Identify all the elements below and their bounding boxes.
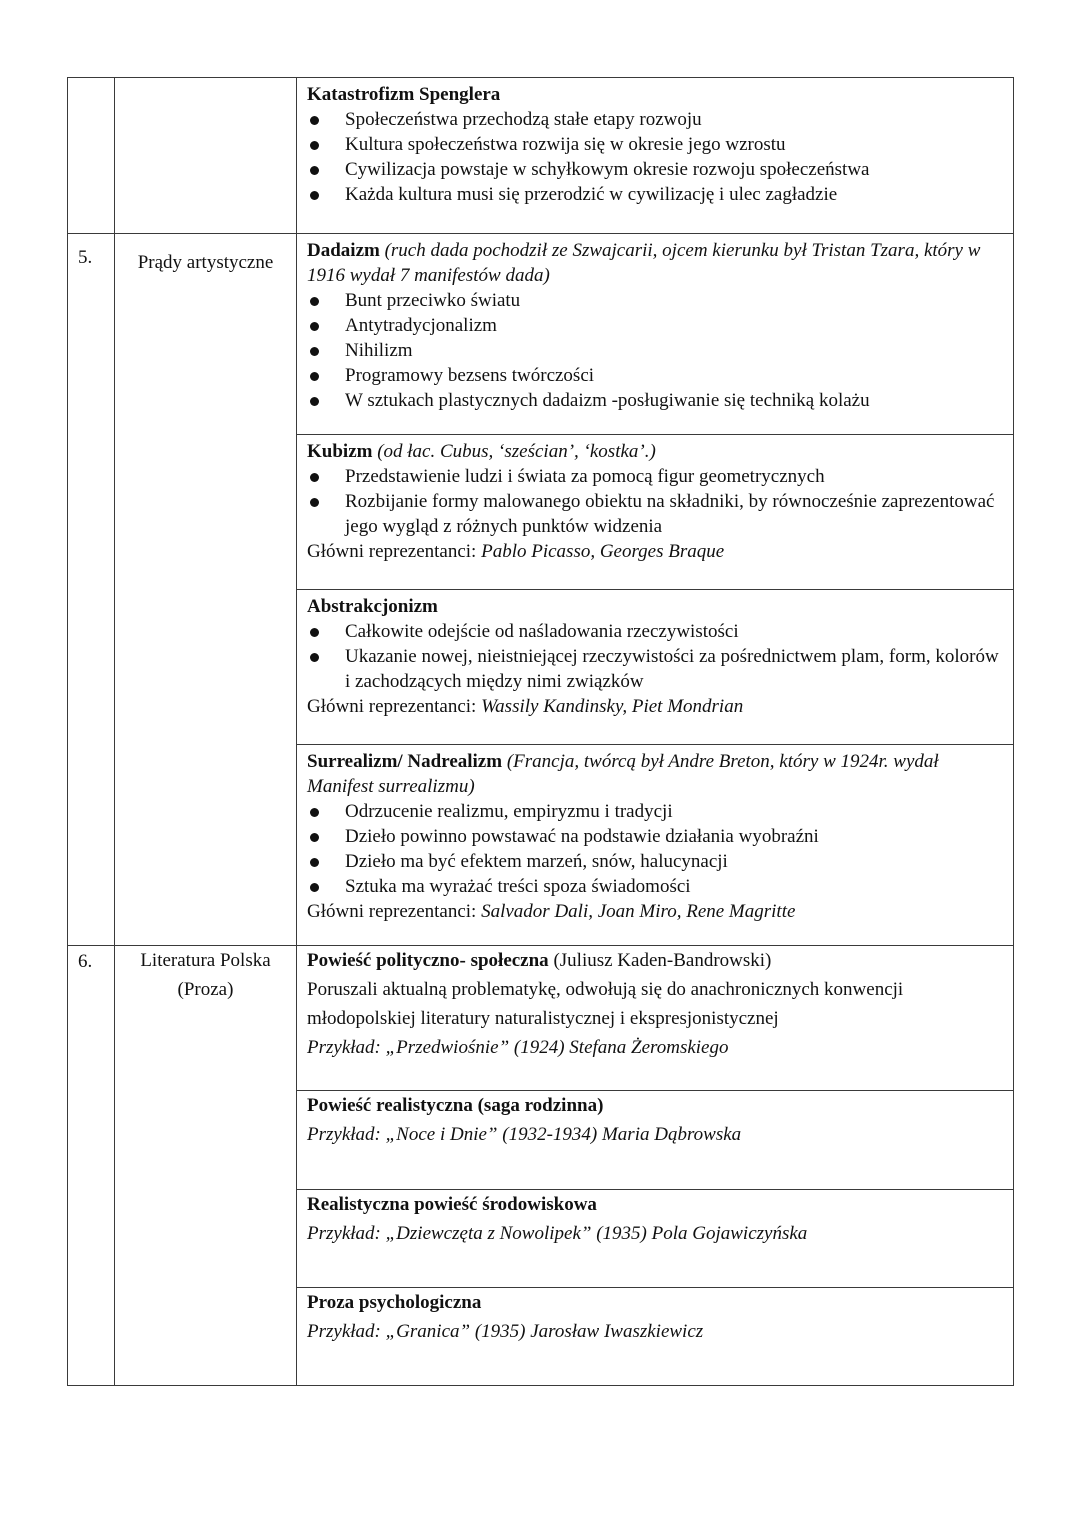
section-kubizm [297,435,1014,590]
section-note: (od łac. Cubus, ‘sześcian’, ‘kostka’.) [377,441,656,462]
section-body: Poruszali aktualną problematykę, odwołują się do anachronicznych konwencji młodopolskiej literatury naturalistycznej i ekspresjonistycznej [307,979,904,1029]
row-category-block [115,946,297,1386]
section-title-line [307,749,1003,799]
section-heading: Powieść polityczno- społeczna [307,950,549,971]
section-dadaizm [297,234,1014,435]
representatives-names: Pablo Picasso, Georges Braque [481,541,725,562]
list-item: Dzieło powinno powstawać na podstawie działania wyobraźni [307,824,1003,849]
section-note: (Francja, twórcą był Andre Breton, który w 1924r. wydał Manifest surrealizmu) [307,751,939,797]
section-title-line [307,439,1003,464]
representatives [307,694,1003,719]
section-heading: Abstrakcjonizm [307,596,438,617]
representatives-names: Wassily Kandinsky, Piet Mondrian [481,696,744,717]
list-item: W sztukach plastycznych dadaizm -posługiwanie się techniką kolażu [307,388,1003,413]
row-category [115,78,297,234]
section-example: Przykład: „Przedwiośnie” (1924) Stefana Żeromskiego [307,1037,729,1058]
section-powiesc-realistyczna [297,1091,1014,1190]
section-surrealizm [297,745,1014,946]
bullet-list [307,464,1003,539]
list-item: Sztuka ma wyrażać treści spoza świadomości [307,874,1003,899]
section-abstrakcjonizm [297,590,1014,745]
representatives-label: Główni reprezentanci: [307,696,477,717]
row-number: 5. [68,234,115,946]
list-item: Odrzucenie realizmu, empiryzmu i tradycji [307,799,1003,824]
row-category-sub: (Proza) [177,979,234,1000]
section-heading: Katastrofizm Spenglera [307,84,501,105]
bullet-list [307,288,1003,413]
row-category: Literatura Polska [140,950,271,971]
section-heading: Surrealizm/ Nadrealizm [307,751,503,772]
section-heading: Realistyczna powieść środowiskowa [307,1194,597,1215]
list-item: Każda kultura musi się przerodzić w cywilizację i ulec zagładzie [307,182,1003,207]
list-item: Ukazanie nowej, nieistniejącej rzeczywistości za pośrednictwem plam, form, kolorów i zachodzących między nimi związków [307,644,1003,694]
list-item: Całkowite odejście od naśladowania rzeczywistości [307,619,1003,644]
section-example: Przykład: „Granica” (1935) Jarosław Iwaszkiewicz [307,1321,704,1342]
bullet-list [307,107,1003,207]
section-heading: Proza psychologiczna [307,1292,482,1313]
list-item: Dzieło ma być efektem marzeń, snów, halucynacji [307,849,1003,874]
list-item: Bunt przeciwko światu [307,288,1003,313]
list-item: Rozbijanie formy malowanego obiektu na składniki, by równocześnie zaprezentować jego wygląd z różnych punktów widzenia [307,489,1003,539]
representatives-label: Główni reprezentanci: [307,541,477,562]
representatives-names: Salvador Dali, Joan Miro, Rene Magritte [481,901,796,922]
representatives-label: Główni reprezentanci: [307,901,477,922]
section-author: (Juliusz Kaden-Bandrowski) [553,950,772,971]
section-note: (ruch dada pochodził ze Szwajcarii, ojcem kierunku był Tristan Tzara, który w 1916 wydał 7 manifestów dada) [307,240,981,286]
notes-table [67,77,1014,1386]
bullet-list [307,619,1003,694]
representatives [307,539,1003,564]
list-item: Przedstawienie ludzi i świata za pomocą figur geometrycznych [307,464,1003,489]
list-item: Nihilizm [307,338,1003,363]
list-item: Kultura społeczeństwa rozwija się w okresie jego wzrostu [307,132,1003,157]
list-item: Cywilizacja powstaje w schyłkowym okresie rozwoju społeczeństwa [307,157,1003,182]
section-heading: Kubizm [307,441,373,462]
list-item: Programowy bezsens twórczości [307,363,1003,388]
list-item: Antytradycjonalizm [307,313,1003,338]
list-item: Społeczeństwa przechodzą stałe etapy rozwoju [307,107,1003,132]
section-proza-psychologiczna [297,1288,1014,1386]
row-number: 6. [68,946,115,1386]
section-powiesc-polityczno-spoleczna [297,946,1014,1091]
bullet-list [307,799,1003,899]
section-katastrofizm [297,78,1014,234]
section-title-line [307,946,1003,975]
row-number [68,78,115,234]
section-powiesc-srodowiskowa [297,1190,1014,1288]
representatives [307,899,1003,924]
section-heading: Powieść realistyczna (saga rodzinna) [307,1095,604,1116]
section-title-line [307,238,1003,288]
section-example: Przykład: „Dziewczęta z Nowolipek” (1935) Pola Gojawiczyńska [307,1223,808,1244]
section-example: Przykład: „Noce i Dnie” (1932-1934) Maria Dąbrowska [307,1124,742,1145]
row-category: Prądy artystyczne [115,234,297,946]
section-heading: Dadaizm [307,240,380,261]
